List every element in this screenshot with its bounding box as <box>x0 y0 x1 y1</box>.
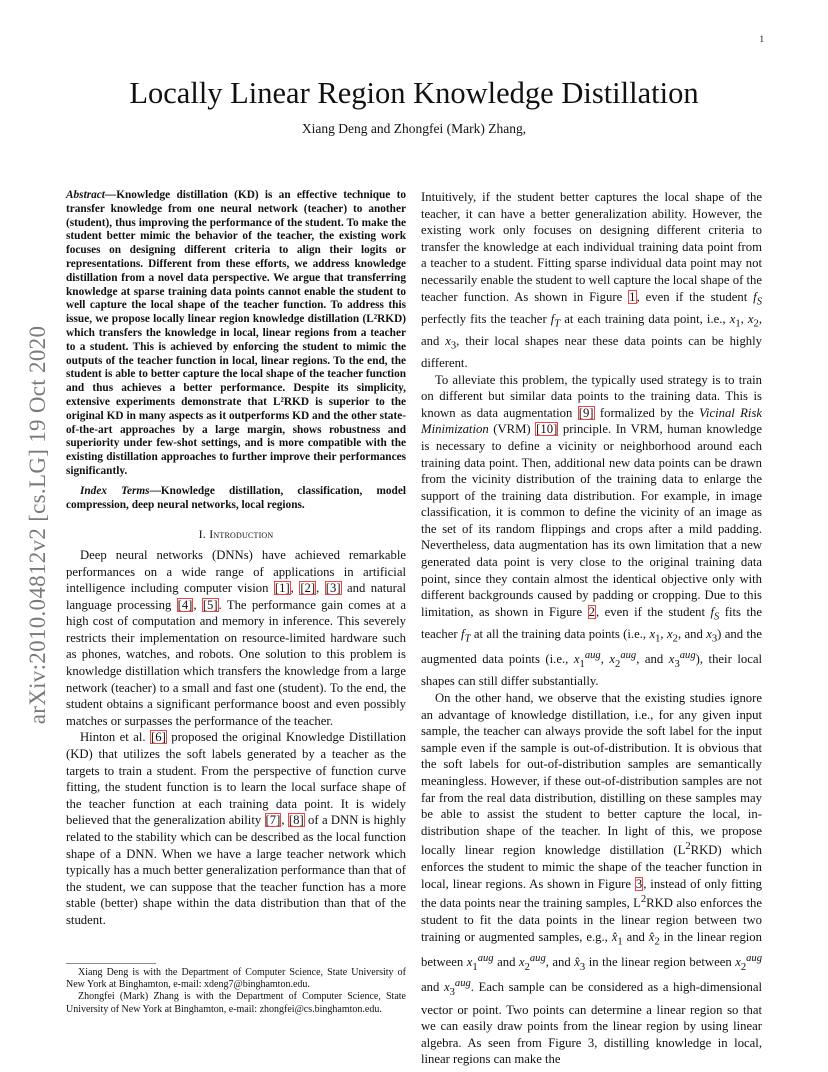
index-terms-text: —Knowledge distillation, classification, model compression, deep neural networks, local regions. <box>66 484 406 511</box>
citation-link[interactable]: [3] <box>325 581 341 596</box>
index-terms <box>66 485 406 513</box>
intro-paragraph-1: Deep neural networks (DNNs) have achieved remarkable performances on a wide range of applications in artificial intelligence including computer vision [1], [2], [3] and natural language processing [4], [5]. The performance gain comes at a high cost of computation and memory in inference. This severely restricts their implementation on resource-limited hardware such as phones, watches, and robots. One solution to this problem is knowledge distillation which transfers the knowledge from a large network (teacher) to a small and fast one (student). To the end, the student obtains a significant performance boost and even possibly matches or surpasses the performance of the teacher. <box>66 547 407 728</box>
section-name: Introduction <box>209 527 274 542</box>
arxiv-stamp <box>16 290 60 760</box>
footnote-2: Zhongfei (Mark) Zhang is with the Department of Computer Science, State University of New York at Binghamton, e-mail: zhongfei@cs.binghamton.edu. <box>66 991 406 1015</box>
abstract <box>66 189 406 479</box>
footnote-1: Xiang Deng is with the Department of Computer Science, State University of New York at Binghamton, e-mail: xdeng7@binghamton.edu. <box>66 967 406 991</box>
abstract-label: Abstract— <box>66 189 117 201</box>
citation-link[interactable]: [1] <box>274 581 290 596</box>
intro-paragraph-3: To alleviate this problem, the typically used strategy is to train on different but similar data points to the training data. This is known as data augmentation [9] formalized by the Vicinal Risk Minimization (VRM) [10] principle. In VRM, human knowledge is necessary to define a vicinity or neighborhood around each training data point. Then, additional new data points can be drawn from the vicinity distribution of the training data to enlarge the support of the training data distribution. For example, in image classification, it is common to define the vicinity of an image as the set of its random flippings and crops after a mild padding. Nevertheless, data augmentation has its own limitation that a new generated data point is very close to the original training data point, since they contain almost the identical objective only with different backgrounds caused by padding or cropping. Due to this limitation, as shown in Figure 2, even if the student $f_S$ fits the teacher $f_T$ at all the training data points (i.e., $x_1$, $x_2$, and $x_3$) and the augmented data points (i.e., $x_1^{aug}$, $x_2^{aug}$, and $x_3^{aug}$), their local shapes can still differ substantially. <box>421 372 763 689</box>
citation-link[interactable]: [4] <box>177 597 193 612</box>
citation-link[interactable]: [7] <box>265 813 281 828</box>
citation-link[interactable]: [2] <box>300 581 316 596</box>
citation-link[interactable]: [9] <box>578 405 594 420</box>
index-terms-label: Index Terms <box>80 484 150 497</box>
figure-link[interactable]: 1 <box>629 289 636 304</box>
paper-authors: Xiang Deng and Zhongfei (Mark) Zhang, <box>301 121 527 136</box>
citation-link[interactable]: [5] <box>202 597 218 612</box>
section-numeral: I. <box>198 527 207 542</box>
citation-link[interactable]: [6] <box>151 730 166 745</box>
intro-paragraph-2-cont: Intuitively, if the student better captures the local shape of the teacher, it can have a better generalization ability. However, the existing work only focuses on designing different criteria to transfer the knowledge at each individual training data point from a teacher to a student. Fitting sparse individual data point may not necessarily enable the student to well capture the local shape of the teacher function. As shown in Figure 1, even if the student $f_S$ perfectly fits the teacher $f_T$ at each training data point, i.e., $x_1$, $x_2$, and $x_3$, their local shapes near these data points can be highly different. <box>421 190 763 370</box>
figure-link[interactable]: 3 <box>635 876 643 891</box>
citation-link[interactable]: [8] <box>288 813 304 828</box>
arxiv-stamp-text: arXiv:2010.04812v2 [cs.LG] 19 Oct 2020 <box>25 325 50 725</box>
abstract-text: Knowledge distillation (KD) is an effective technique to transfer knowledge from one neural network (teacher) to another (student), thus improving the performance of the student. To make the student better mimic the behavior of the teacher, the existing work focuses on designing different criteria to align their logits or representations. Different from these efforts, we address knowledge distillation from a novel data perspective. We argue that transferring knowledge at sparse training data points cannot enable the student to well capture the local shape of the teacher function. To address this issue, we propose locally linear region knowledge distillation (L²RKD) which transfers the knowledge in local, linear regions from a teacher to a student. This is achieved by enforcing the student to mimic the outputs of the teacher function in local, linear regions. To the end, the student is able to better capture the local shape of the teacher function and thus achieves a better performance. Despite its simplicity, extensive experiments demonstrate that L²RKD is superior to the original KD in many aspects as it outperforms KD and the other state-of-the-art approaches by a large margin, shows robustness and superiority under few-shot settings, and is more compatible with the existing distillation approaches to further improve their performances significantly. <box>66 189 406 477</box>
right-column <box>421 189 762 1068</box>
left-column <box>66 189 406 929</box>
footnotes <box>66 963 406 1016</box>
intro-paragraph-4: On the other hand, we observe that the existing studies ignore an advantage of knowledge distillation, i.e., for any given input sample, the teacher can always provide the soft label for the input sample even if the sample is out-of-distribution. It is obvious that the soft labels for out-of-distribution samples are semantically meaningless. However, if these out-of-distribution samples are not far from the real data distribution, distilling on these samples may be able to assist the student to better capture the local, in-distribution shape of the teacher. In light of this, we propose locally linear region knowledge distillation $(L^2RKD)$ which enforces the student to mimic the shape of the teacher function in local, linear regions. As shown in Figure 3, instead of only fitting the data points near the training samples, $L^2RKD$ also enforces the student to fit the data points in the linear region between two training or augmented samples, e.g., $x̂_1$ and $x̂_2$ in the linear region between $x_1^{aug}$ and $x_2^{aug}$, and $x̂_3$ in the linear region between $x_2^{aug}$ and $x_3^{aug}$. Each sample can be considered as a high-dimensional vector or point. Two points can determine a linear region so that we can easily draw points from the linear region by using linear algebra. As seen from Figure 3, distilling knowledge in local, linear regions can make the <box>421 691 763 1067</box>
citation-link[interactable]: [10] <box>536 422 558 437</box>
page-number: 1 <box>759 34 764 44</box>
intro-paragraph-2: Hinton et al. [6] proposed the original Knowledge Distillation (KD) that utilizes the soft labels generated by a teacher as the targets to train a student. From the perspective of function curve fitting, the student function is to learn the local surface shape of the teacher function at each training data point. It is widely believed that the generalization ability [7], [8] of a DNN is highly related to the stability which can be described as the local function shape of a DNN. When we have a large teacher network which typically has a much better generalization performance than that of the student, we can suppose that the teacher function has a more stable (better) shape within the data distribution than that of the student. <box>66 730 407 927</box>
figure-link[interactable]: 2 <box>588 604 595 619</box>
paper-title: Locally Linear Region Knowledge Distillation <box>129 76 699 110</box>
section-heading <box>66 526 406 543</box>
